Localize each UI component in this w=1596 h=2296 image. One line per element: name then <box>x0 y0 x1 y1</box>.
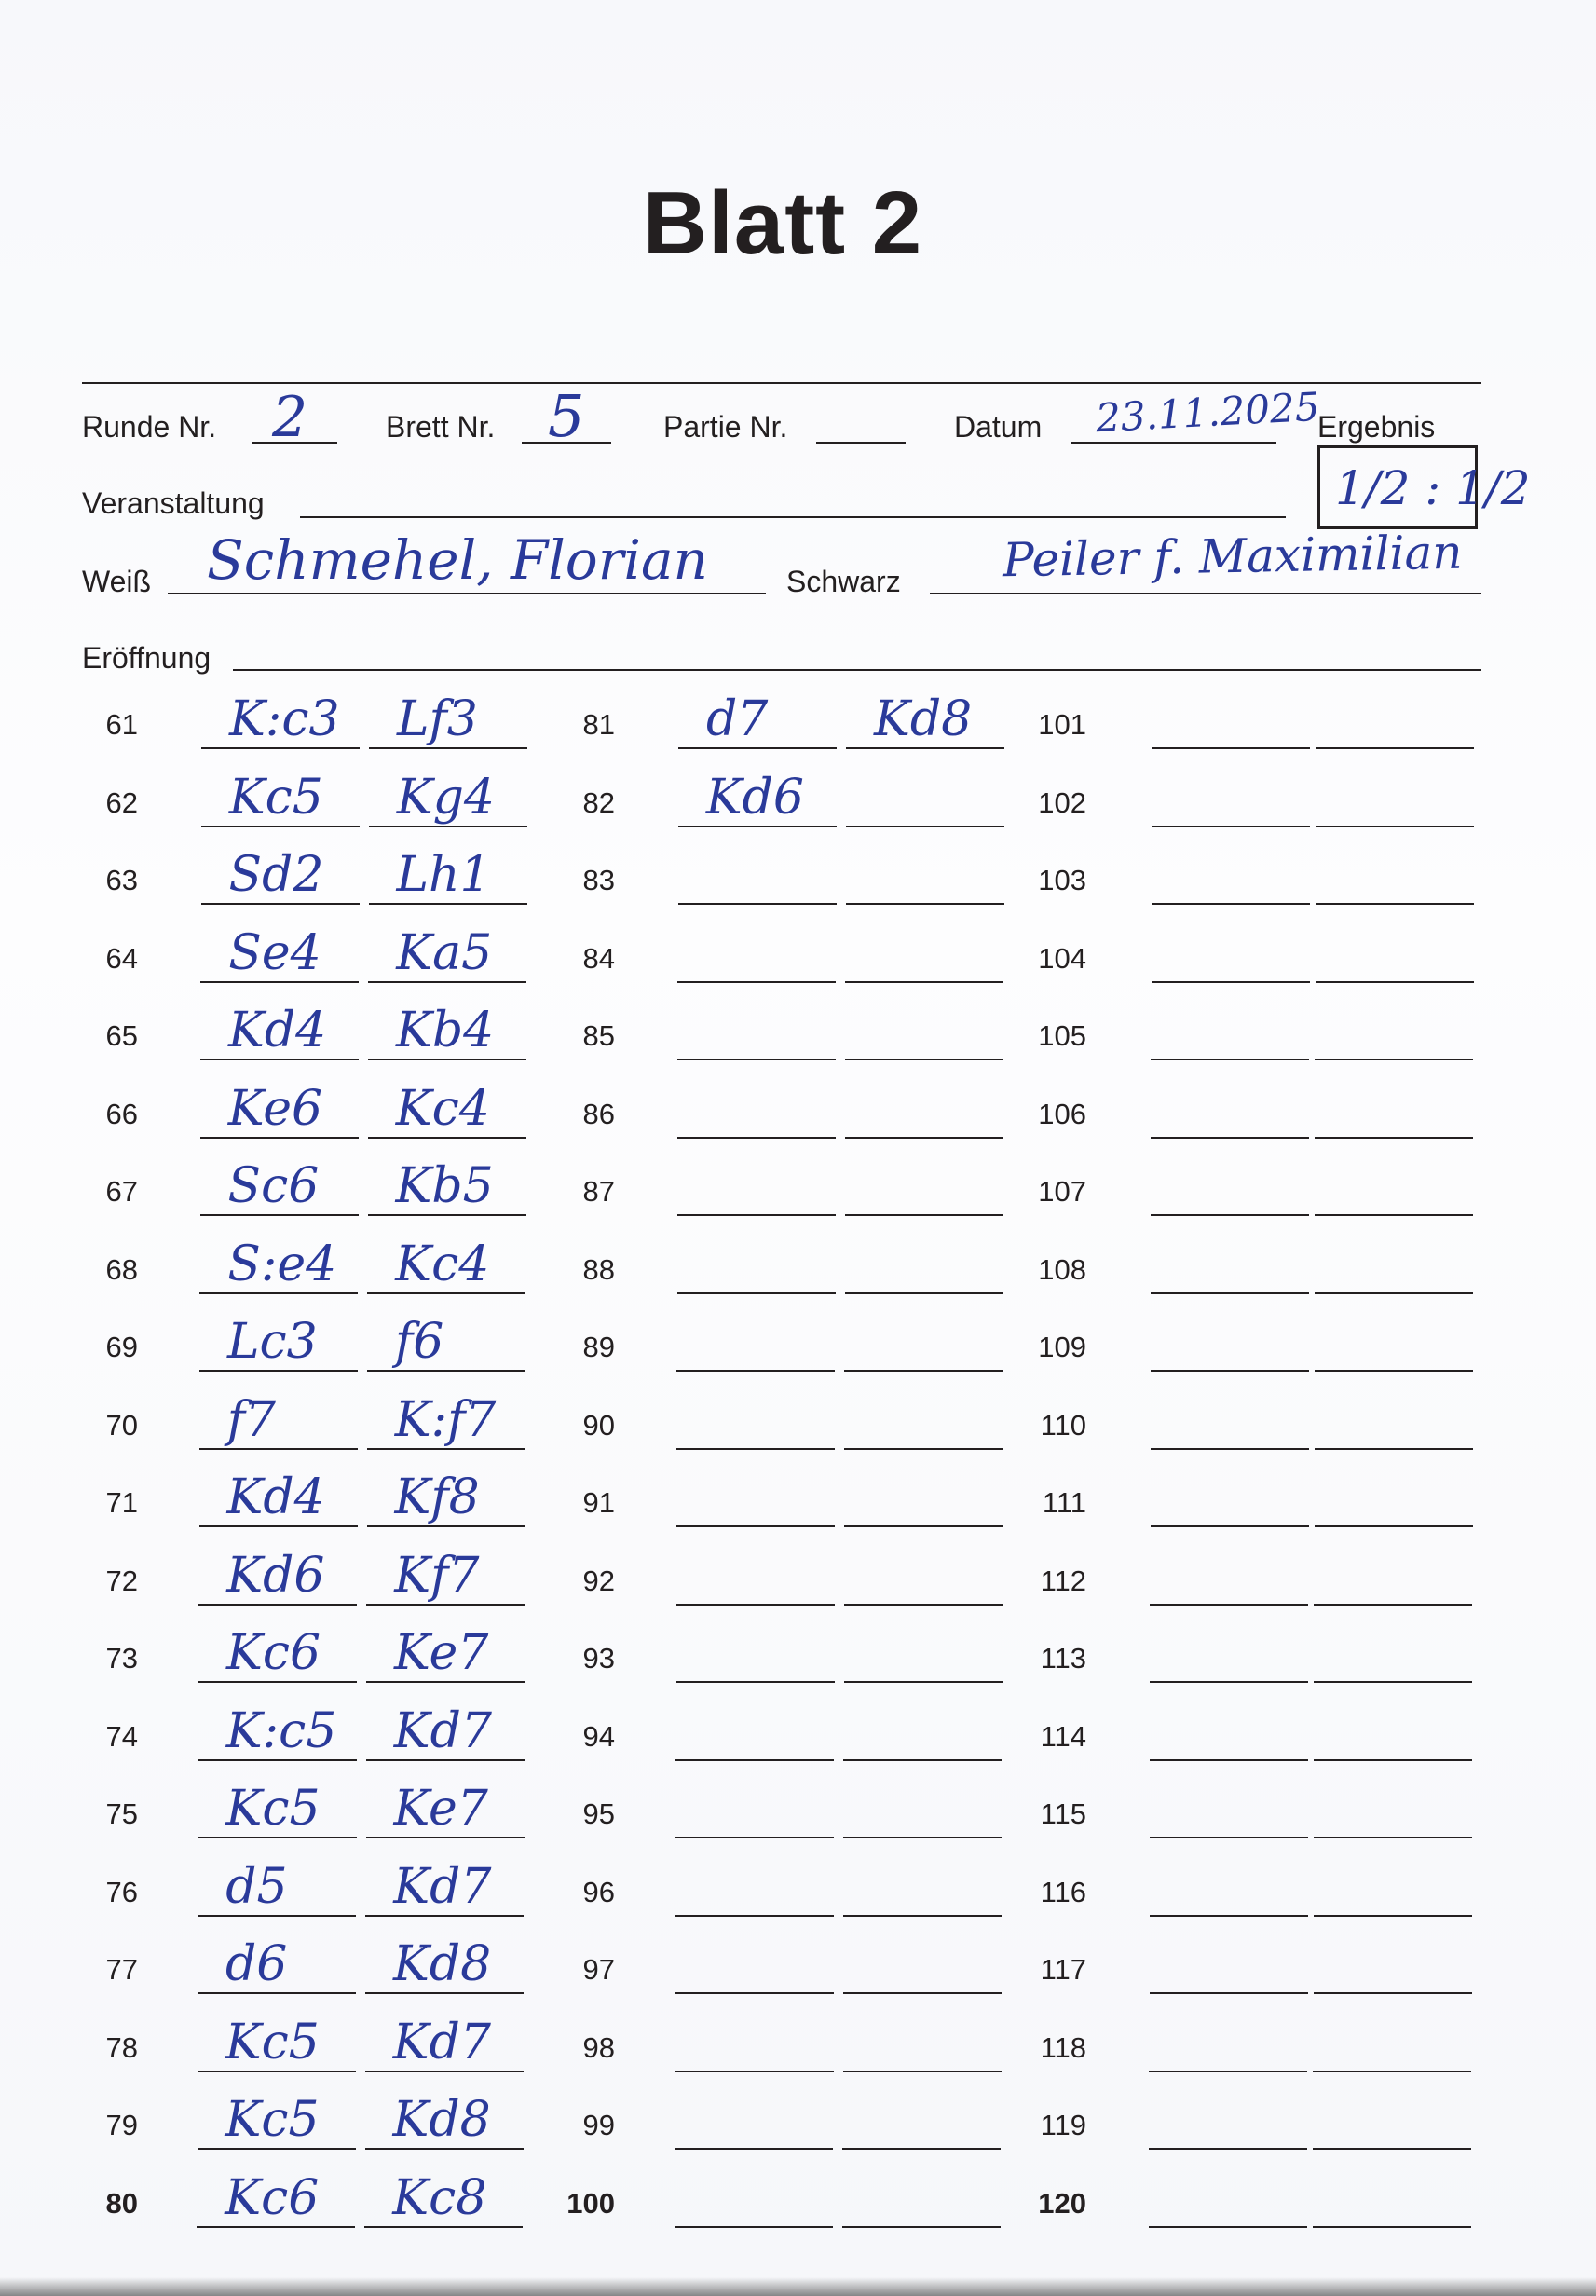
move-number: 79 <box>105 2109 138 2141</box>
black-move-line <box>844 1525 1003 1527</box>
white-move-line <box>198 1837 357 1838</box>
black-move: K:f7 <box>394 1391 497 1448</box>
black-move-line <box>369 747 527 749</box>
black-move: Kd8 <box>874 691 973 747</box>
white-move: Kc5 <box>228 769 323 826</box>
black-move: Kd7 <box>393 1858 492 1915</box>
datum-value: 23.11.2025 <box>1094 383 1321 442</box>
black-move-line <box>842 2148 1001 2150</box>
white-move-line <box>676 1604 835 1606</box>
black-move-line <box>1315 1448 1473 1450</box>
move-number: 89 <box>582 1331 615 1363</box>
veranstaltung-line <box>300 516 1286 518</box>
move-number: 91 <box>582 1486 615 1519</box>
black-move: Lh1 <box>396 847 491 903</box>
black-move-line <box>1316 903 1474 905</box>
black-move-line <box>366 1681 525 1683</box>
black-move-line <box>1314 1681 1472 1683</box>
black-move: Ka5 <box>396 924 493 981</box>
white-move: K:c3 <box>229 691 340 747</box>
move-number: 70 <box>105 1408 138 1442</box>
white-move-line <box>675 1759 834 1761</box>
black-move-line <box>367 1448 525 1450</box>
white-move-line <box>678 826 837 827</box>
black-move-line <box>369 826 527 827</box>
white-move: d7 <box>706 691 769 747</box>
move-number: 109 <box>1038 1331 1086 1363</box>
white-move-line <box>201 903 360 905</box>
brett-value: 5 <box>548 382 585 450</box>
move-number: 72 <box>105 1564 138 1597</box>
white-move-line <box>200 1214 359 1216</box>
move-number: 83 <box>582 864 615 896</box>
partie-line <box>816 442 906 444</box>
white-move: Kc5 <box>225 1781 321 1837</box>
black-move-line <box>846 747 1004 749</box>
move-number: 76 <box>105 1875 138 1908</box>
white-move-line <box>1149 2070 1307 2072</box>
black-move-line <box>843 1837 1002 1838</box>
move-number: 107 <box>1038 1175 1086 1208</box>
white-move-line <box>198 1604 357 1606</box>
black-move-line <box>365 2070 524 2072</box>
weiss-line <box>168 593 766 594</box>
runde-value: 2 <box>272 385 308 450</box>
move-number: 84 <box>582 941 615 975</box>
black-move-line <box>1313 2070 1471 2072</box>
white-move-line <box>200 1059 359 1060</box>
black-move-line <box>1316 747 1474 749</box>
move-number: 88 <box>582 1252 615 1286</box>
move-number: 74 <box>105 1719 138 1753</box>
white-move-line <box>199 1292 358 1294</box>
white-move-line <box>1149 2226 1307 2228</box>
white-move-line <box>1151 1292 1309 1294</box>
move-number: 117 <box>1040 1953 1086 1986</box>
black-move: Ke7 <box>394 1625 489 1681</box>
move-number: 86 <box>582 1097 615 1130</box>
black-move-line <box>369 903 527 905</box>
black-move-line <box>1313 2148 1471 2150</box>
white-move-line <box>1151 1448 1309 1450</box>
white-move: Sc6 <box>227 1158 320 1214</box>
black-move-line <box>366 1604 525 1606</box>
move-number: 82 <box>582 786 615 819</box>
move-number: 81 <box>582 708 615 741</box>
black-move-line <box>845 1059 1003 1060</box>
white-move-line <box>677 1137 836 1139</box>
move-number: 66 <box>105 1097 138 1130</box>
white-move-line <box>1150 1992 1308 1994</box>
move-number: 93 <box>582 1642 615 1674</box>
black-move-line <box>845 1137 1003 1139</box>
white-move: d5 <box>225 1858 288 1915</box>
white-move: S:e4 <box>227 1236 337 1292</box>
black-move-line <box>1316 826 1474 827</box>
black-move-line <box>1314 1992 1472 1994</box>
weiss-label: Weiß <box>82 565 152 598</box>
black-move-line <box>843 2070 1002 2072</box>
move-number: 64 <box>105 941 138 975</box>
white-move-line <box>1149 2148 1307 2150</box>
black-move-line <box>1315 1525 1473 1527</box>
black-move-line <box>846 826 1004 827</box>
move-number: 99 <box>582 2109 615 2141</box>
black-move-line <box>368 981 526 983</box>
white-move-line <box>676 1681 835 1683</box>
black-move-line <box>843 1992 1002 1994</box>
white-move-line <box>677 981 836 983</box>
move-number: 116 <box>1040 1875 1086 1908</box>
brett-label: Brett Nr. <box>386 410 496 444</box>
white-move-line <box>200 1137 359 1139</box>
white-move: Kd6 <box>226 1547 325 1604</box>
black-move: Kc4 <box>395 1236 490 1292</box>
white-move: Kc6 <box>225 2169 320 2226</box>
move-number: 98 <box>582 2030 615 2064</box>
black-move-line <box>368 1214 526 1216</box>
black-move-line <box>1314 1604 1472 1606</box>
scan-edge <box>0 2277 1596 2296</box>
move-number: 112 <box>1040 1564 1086 1597</box>
white-move-line <box>1151 1525 1309 1527</box>
black-move-line <box>366 1837 525 1838</box>
header-rule <box>82 382 1481 384</box>
black-move: Kb4 <box>396 1003 495 1059</box>
white-move-line <box>200 981 359 983</box>
datum-line <box>1071 442 1276 444</box>
white-move: Lc3 <box>227 1314 318 1370</box>
black-move-line <box>844 1681 1003 1683</box>
white-move-line <box>1150 1604 1308 1606</box>
white-move: Sd2 <box>228 847 324 903</box>
white-move: Kd6 <box>705 769 805 826</box>
move-number: 61 <box>105 708 138 741</box>
white-move-line <box>198 2148 356 2150</box>
white-move-line <box>1152 826 1310 827</box>
eroeffnung-line <box>233 669 1481 671</box>
black-move: Lf3 <box>397 691 478 747</box>
black-move-line <box>844 1448 1003 1450</box>
white-move-line <box>675 2070 834 2072</box>
veranstaltung-label: Veranstaltung <box>82 486 265 520</box>
white-move-line <box>1150 1837 1308 1838</box>
white-move-line <box>675 1915 834 1917</box>
black-move-line <box>1315 1292 1473 1294</box>
black-move: Kd7 <box>393 1702 492 1759</box>
move-number: 119 <box>1040 2109 1086 2141</box>
move-number: 67 <box>105 1175 138 1208</box>
move-number: 115 <box>1040 1797 1086 1830</box>
move-number: 63 <box>105 864 138 896</box>
runde-label: Runde Nr. <box>82 410 217 444</box>
black-move: Kf8 <box>394 1469 480 1525</box>
black-move-line <box>845 1214 1003 1216</box>
move-number: 85 <box>582 1019 615 1052</box>
white-move: Kc5 <box>225 2092 320 2148</box>
black-move-line <box>842 2226 1001 2228</box>
white-move: K:c5 <box>225 1702 337 1759</box>
black-move-line <box>1316 981 1474 983</box>
move-number: 87 <box>582 1175 615 1208</box>
move-number: 101 <box>1038 708 1086 741</box>
black-move-line <box>1315 1214 1473 1216</box>
white-move-line <box>1151 1137 1309 1139</box>
white-move-line <box>197 2226 355 2228</box>
page-title: Blatt 2 <box>642 173 923 273</box>
black-move: Kg4 <box>396 769 495 826</box>
move-number: 65 <box>105 1019 138 1052</box>
move-number: 106 <box>1038 1097 1086 1130</box>
white-move-line <box>1150 1915 1308 1917</box>
white-move-line <box>678 903 837 905</box>
move-number: 71 <box>105 1486 138 1519</box>
black-move: Kc4 <box>395 1080 490 1137</box>
white-move: Se4 <box>228 924 321 981</box>
schwarz-value: Peiler f. Maximilian <box>1002 525 1463 588</box>
weiss-value: Schmehel, Florian <box>207 528 708 592</box>
ergebnis-box <box>1317 445 1531 529</box>
white-move-line <box>1151 1214 1309 1216</box>
white-move-line <box>676 1370 835 1372</box>
white-move-line <box>198 1681 357 1683</box>
black-move-line <box>367 1370 525 1372</box>
black-move-line <box>1314 1759 1472 1761</box>
move-number: 92 <box>582 1564 615 1597</box>
black-move-line <box>846 903 1004 905</box>
black-move-line <box>845 1292 1003 1294</box>
black-move-line <box>844 1604 1003 1606</box>
black-move-line <box>1314 1837 1472 1838</box>
move-number: 69 <box>105 1331 138 1363</box>
white-move-line <box>198 2070 356 2072</box>
black-move: Kb5 <box>395 1158 494 1214</box>
move-number: 110 <box>1040 1408 1086 1442</box>
move-number: 75 <box>105 1797 138 1830</box>
white-move-line <box>1152 981 1310 983</box>
move-number: 94 <box>582 1719 615 1753</box>
white-move: f7 <box>226 1391 277 1448</box>
black-move-line <box>1315 1059 1473 1060</box>
schwarz-label: Schwarz <box>786 565 901 598</box>
move-number: 103 <box>1038 864 1086 896</box>
white-move-line <box>675 1837 834 1838</box>
black-move-line <box>365 1992 524 1994</box>
white-move-line <box>199 1448 358 1450</box>
white-move-line <box>201 747 360 749</box>
white-move-line <box>199 1370 358 1372</box>
white-move-line <box>1150 1759 1308 1761</box>
move-number: 97 <box>582 1953 615 1986</box>
black-move: Kd8 <box>392 2092 491 2148</box>
move-number: 104 <box>1038 941 1086 975</box>
black-move: Ke7 <box>393 1781 488 1837</box>
black-move-line <box>365 1915 524 1917</box>
white-move: d6 <box>225 1936 288 1992</box>
move-number: 62 <box>105 786 138 819</box>
white-move: Ke6 <box>227 1080 323 1137</box>
black-move-line <box>1313 2226 1471 2228</box>
white-move-line <box>677 1059 836 1060</box>
move-number: 73 <box>105 1642 138 1674</box>
black-move-line <box>364 2226 523 2228</box>
white-move-line <box>198 1992 356 1994</box>
move-number: 102 <box>1038 786 1086 819</box>
black-move: f6 <box>395 1314 444 1370</box>
white-move-line <box>198 1759 357 1761</box>
white-move-line <box>677 1214 836 1216</box>
move-number: 90 <box>582 1408 615 1442</box>
black-move-line <box>367 1292 525 1294</box>
black-move-line <box>368 1137 526 1139</box>
black-move: Kf7 <box>394 1547 480 1604</box>
move-number: 118 <box>1040 2030 1086 2064</box>
move-number: 95 <box>582 1797 615 1830</box>
move-number: 77 <box>105 1953 138 1986</box>
white-move: Kd4 <box>226 1469 325 1525</box>
white-move-line <box>1151 1059 1309 1060</box>
schwarz-line <box>930 593 1481 594</box>
ergebnis-label: Ergebnis <box>1317 410 1436 444</box>
black-move-line <box>367 1525 525 1527</box>
white-move-line <box>1152 903 1310 905</box>
move-number: 105 <box>1038 1019 1086 1052</box>
move-number: 114 <box>1040 1719 1086 1753</box>
black-move-line <box>843 1915 1002 1917</box>
move-number: 78 <box>105 2030 138 2064</box>
white-move-line <box>199 1525 358 1527</box>
move-number: 80 <box>105 2186 138 2220</box>
black-move-line <box>368 1059 526 1060</box>
white-move: Kc6 <box>226 1625 321 1681</box>
black-move-line <box>366 1759 525 1761</box>
move-number: 111 <box>1042 1486 1086 1519</box>
black-move-line <box>1315 1137 1473 1139</box>
white-move-line <box>675 1992 834 1994</box>
black-move: Kc8 <box>392 2169 487 2226</box>
datum-label: Datum <box>954 410 1043 444</box>
move-number: 108 <box>1038 1252 1086 1286</box>
white-move-line <box>1152 747 1310 749</box>
move-number: 100 <box>566 2186 615 2220</box>
black-move: Kd8 <box>393 1936 492 1992</box>
ergebnis-value: 1/2 : 1/2 <box>1335 461 1531 515</box>
eroeffnung-label: Eröffnung <box>82 641 211 675</box>
white-move: Kc5 <box>225 2014 320 2070</box>
white-move-line <box>676 1448 835 1450</box>
white-move-line <box>1150 1681 1308 1683</box>
white-move-line <box>201 826 360 827</box>
partie-label: Partie Nr. <box>663 410 788 444</box>
black-move: Kd7 <box>392 2014 491 2070</box>
black-move-line <box>844 1370 1003 1372</box>
white-move-line <box>675 2226 833 2228</box>
white-move-line <box>198 1915 356 1917</box>
white-move-line <box>676 1525 835 1527</box>
move-number: 96 <box>582 1875 615 1908</box>
white-move-line <box>1151 1370 1309 1372</box>
move-number: 120 <box>1038 2186 1086 2220</box>
black-move-line <box>843 1759 1002 1761</box>
black-move-line <box>365 2148 524 2150</box>
white-move-line <box>678 747 837 749</box>
black-move-line <box>1315 1370 1473 1372</box>
white-move-line <box>677 1292 836 1294</box>
move-number: 113 <box>1040 1642 1086 1674</box>
black-move-line <box>1314 1915 1472 1917</box>
white-move: Kd4 <box>228 1003 327 1059</box>
black-move-line <box>845 981 1003 983</box>
move-number: 68 <box>105 1252 138 1286</box>
white-move-line <box>675 2148 833 2150</box>
